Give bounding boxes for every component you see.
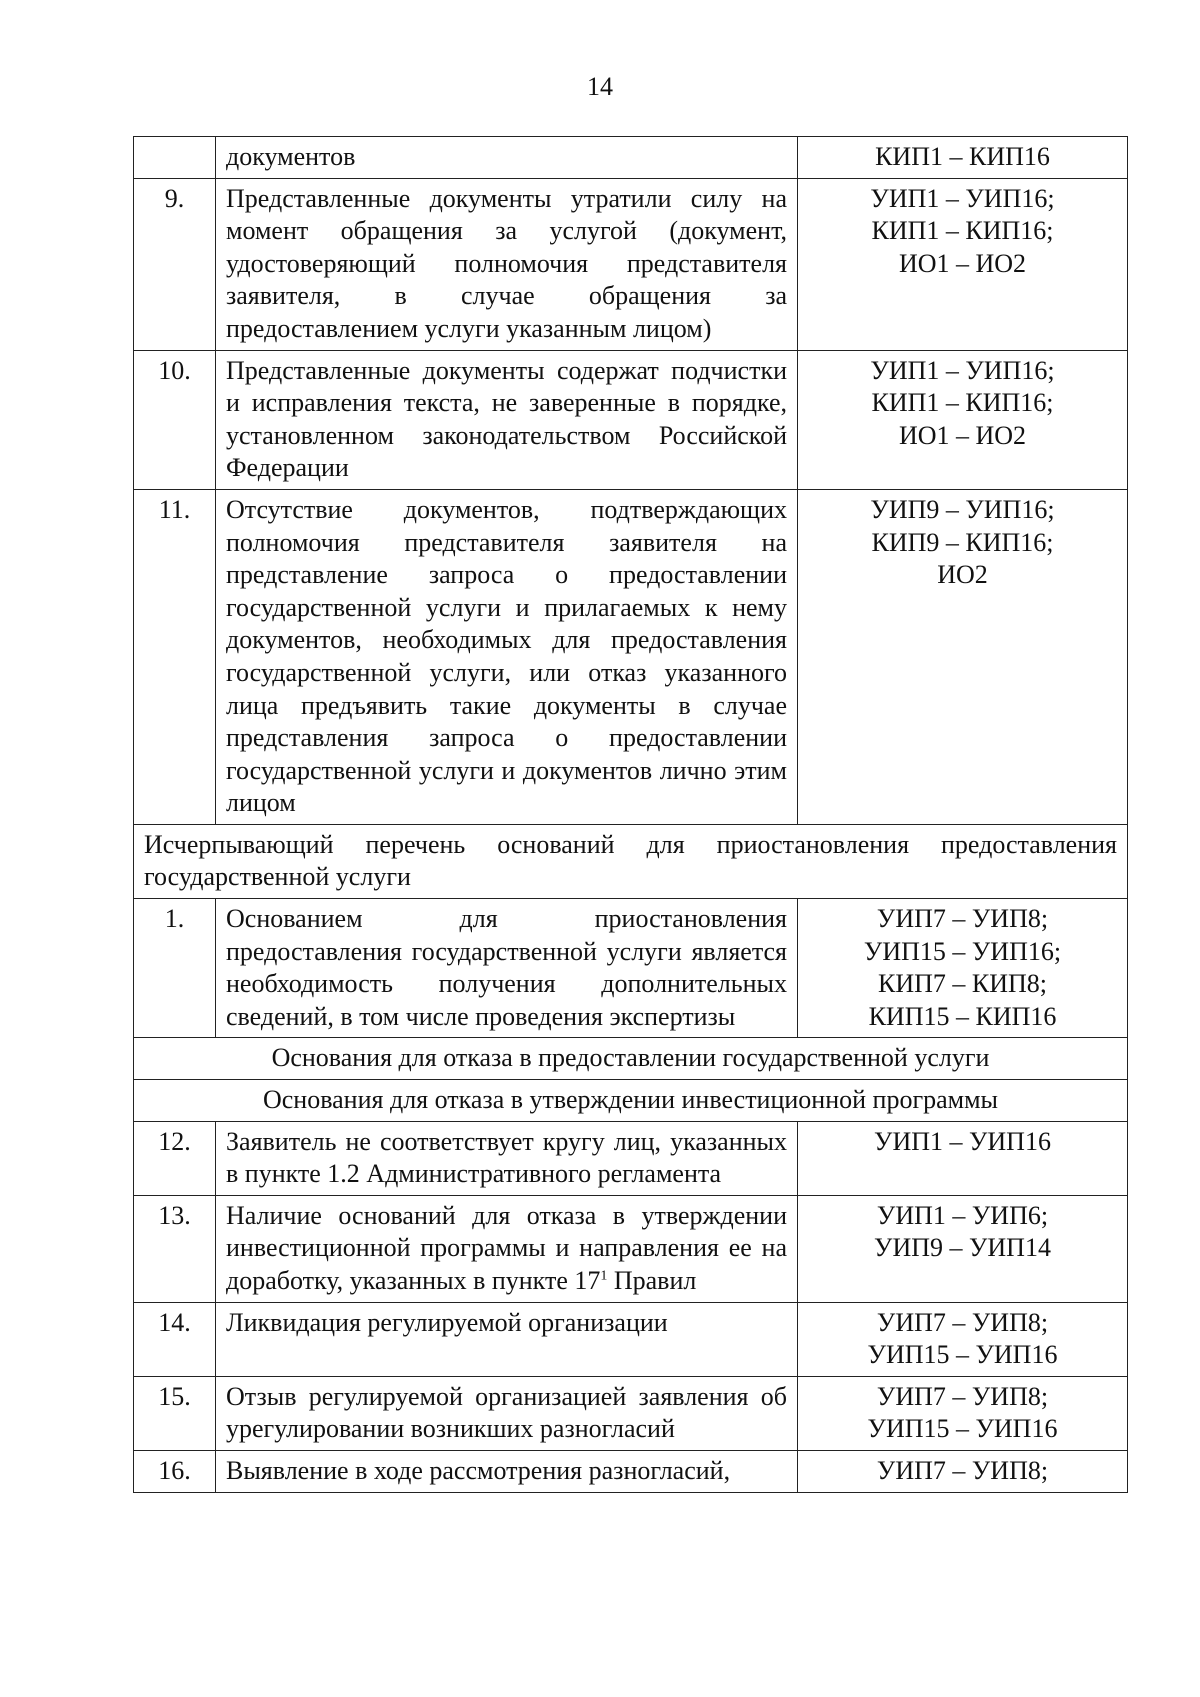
row-number: 1. xyxy=(134,899,216,1038)
row-text xyxy=(216,1195,798,1302)
code-line: ИО1 – ИО2 xyxy=(898,420,1027,450)
row-codes xyxy=(798,1376,1128,1450)
code-line: УИП7 – УИП8; xyxy=(876,1307,1049,1337)
table-row xyxy=(134,899,1128,1038)
table-row xyxy=(134,350,1128,489)
code-line: УИП1 – УИП6; xyxy=(876,1200,1049,1230)
row-number: 11. xyxy=(134,489,216,824)
page-number: 14 xyxy=(587,72,613,101)
row-number: 9. xyxy=(134,178,216,350)
code-line: КИП15 – КИП16 xyxy=(868,1001,1057,1031)
row-number xyxy=(134,137,216,179)
row-text: Ликвидация регулируемой организации xyxy=(216,1302,798,1376)
row-text-superscript: 1 xyxy=(600,1268,608,1284)
code-line: УИП1 – УИП16 xyxy=(874,1126,1051,1156)
table-row xyxy=(134,1302,1128,1376)
row-text: документов xyxy=(216,137,798,179)
section-heading-refusal-program: Основания для отказа в утверждении инвестиционной программы xyxy=(134,1080,1128,1122)
section-row xyxy=(134,1038,1128,1080)
table-row xyxy=(134,137,1128,179)
code-line: УИП7 – УИП8; xyxy=(876,1381,1049,1411)
code-line: УИП9 – УИП16; xyxy=(870,494,1055,524)
code-line: КИП1 – КИП16 xyxy=(875,142,1050,171)
code-line: УИП7 – УИП8; xyxy=(876,1455,1049,1485)
row-codes xyxy=(798,899,1128,1038)
row-number: 16. xyxy=(134,1450,216,1492)
row-number: 12. xyxy=(134,1121,216,1195)
row-text: Отзыв регулируемой организацией заявления об урегулировании возникших разногласий xyxy=(216,1376,798,1450)
row-codes xyxy=(798,1302,1128,1376)
code-line: УИП15 – УИП16 xyxy=(867,1340,1058,1370)
row-codes xyxy=(798,1195,1128,1302)
code-line: УИП1 – УИП16; xyxy=(870,355,1055,385)
row-text: Основанием для приостановления предоставления государственной услуги является необходимость получения дополнительных сведений, в том числе проведения экспертизы xyxy=(216,899,798,1038)
code-line: КИП1 – КИП16; xyxy=(871,216,1054,246)
section-heading-suspension: Исчерпывающий перечень оснований для приостановления предоставления государственной услуги xyxy=(134,824,1128,898)
table-row xyxy=(134,1450,1128,1492)
row-text: Представленные документы содержат подчистки и исправления текста, не заверенные в порядке, установленном законодательством Российской Федерации xyxy=(216,350,798,489)
table-row xyxy=(134,1376,1128,1450)
table-row xyxy=(134,1195,1128,1302)
row-text: Выявление в ходе рассмотрения разногласий, xyxy=(216,1450,798,1492)
section-row xyxy=(134,824,1128,898)
code-line: КИП1 – КИП16; xyxy=(871,388,1054,418)
grounds-table-body xyxy=(134,137,1128,1493)
row-text: Отсутствие документов, подтверждающих полномочия представителя заявителя на представление запроса о предоставлении государственной услуги и прилагаемых к нему документов, необходимых для предоставления государственной услуги, или отказ указанного лица предъявить такие документы в случае представления запроса о предоставлении государственной услуги и документов лично этим лицом xyxy=(216,489,798,824)
row-number: 10. xyxy=(134,350,216,489)
row-text-main: Наличие оснований для отказа в утверждении инвестиционной программы и направления ее на доработку, указанных в пункте 17 xyxy=(226,1200,787,1295)
code-line: КИП7 – КИП8; xyxy=(877,969,1047,999)
code-line: УИП7 – УИП8; xyxy=(876,904,1049,934)
row-codes xyxy=(798,1121,1128,1195)
section-row xyxy=(134,1080,1128,1122)
row-number: 14. xyxy=(134,1302,216,1376)
code-line: УИП15 – УИП16; xyxy=(863,936,1062,966)
section-heading-refusal: Основания для отказа в предоставлении государственной услуги xyxy=(134,1038,1128,1080)
row-text-tail: Правил xyxy=(607,1266,697,1295)
row-text: Заявитель не соответствует кругу лиц, указанных в пункте 1.2 Административного регламента xyxy=(216,1121,798,1195)
row-codes xyxy=(798,1450,1128,1492)
table-row xyxy=(134,1121,1128,1195)
row-codes xyxy=(798,137,1128,179)
table-row xyxy=(134,489,1128,824)
code-line: ИО2 xyxy=(937,560,988,590)
row-number: 13. xyxy=(134,1195,216,1302)
row-codes xyxy=(798,489,1128,824)
code-line: УИП15 – УИП16 xyxy=(867,1414,1058,1444)
code-line: КИП9 – КИП16; xyxy=(871,527,1054,557)
code-line: ИО1 – ИО2 xyxy=(898,248,1027,278)
grounds-table xyxy=(133,136,1128,1493)
table-row xyxy=(134,178,1128,350)
code-line: УИП1 – УИП16; xyxy=(870,183,1055,213)
row-codes xyxy=(798,178,1128,350)
row-number: 15. xyxy=(134,1376,216,1450)
code-line: УИП9 – УИП14 xyxy=(874,1233,1051,1263)
row-text: Представленные документы утратили силу на момент обращения за услугой (документ, удостоверяющий полномочия представителя заявителя, в случае обращения за предоставлением услуги указанным лицом) xyxy=(216,178,798,350)
row-codes xyxy=(798,350,1128,489)
